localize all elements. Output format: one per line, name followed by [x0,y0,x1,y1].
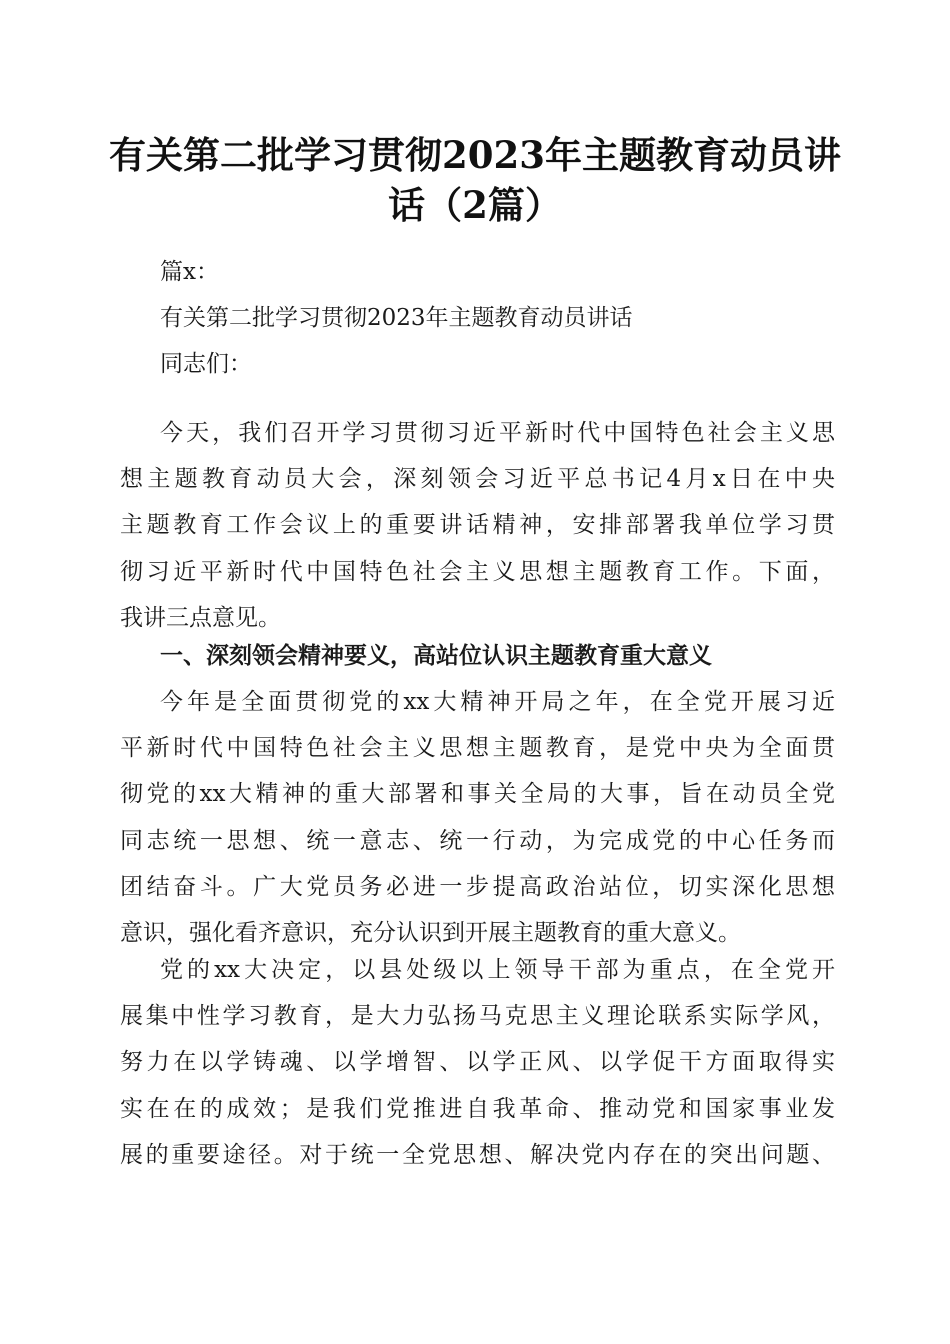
paragraph-3 [120,947,835,1178]
speech-subtitle: 有关第二批学习贯彻2023年主题教育动员讲话 [160,305,633,332]
paragraph-line: 党的xx大决定，以县处级以上领导干部为重点，在全党开 [160,957,835,983]
section-label: 篇x： [160,259,219,285]
paragraph-line: 平新时代中国特色社会主义思想主题教育，是党中央为全面贯 [120,735,835,762]
section-heading-1-block [120,633,835,679]
paragraph-line: 团结奋斗。广大党员务必进一步提高政治站位，切实深化思想 [120,873,835,900]
document-title [100,130,850,230]
title-line-2: 话（2篇） [388,183,562,227]
paragraph-2 [120,679,835,956]
paragraph-line: 想主题教育动员大会，深刻领会习近平总书记4月x日在中央 [120,466,835,493]
paragraph-line: 我讲三点意见。 [120,604,281,631]
intro-block [120,249,835,388]
paragraph-line: 实在在的成效；是我们党推进自我革命、推动党和国家事业发 [120,1095,835,1122]
paragraph-1 [120,410,835,641]
paragraph-line: 努力在以学铸魂、以学增智、以学正风、以学促干方面取得实 [120,1049,835,1076]
paragraph-line: 展集中性学习教育，是大力弘扬马克思主义理论联系实际学风， [120,1003,835,1030]
paragraph-line: 意识，强化看齐意识，充分认识到开展主题教育的重大意义。 [120,919,741,946]
paragraph-line: 同志统一思想、统一意志、统一行动，为完成党的中心任务而 [120,827,835,854]
paragraph-line: 今年是全面贯彻党的xx大精神开局之年，在全党开展习近 [160,689,835,715]
paragraph-line: 今天，我们召开学习贯彻习近平新时代中国特色社会主义思 [160,420,835,446]
paragraph-line: 主题教育工作会议上的重要讲话精神，安排部署我单位学习贯 [120,512,835,539]
title-line-1: 有关第二批学习贯彻2023年主题教育动员讲 [109,133,841,177]
paragraph-line: 彻党的xx大精神的重大部署和事关全局的大事，旨在动员全党 [120,781,835,808]
paragraph-line: 彻习近平新时代中国特色社会主义思想主题教育工作。下面， [120,558,835,585]
paragraph-line: 展的重要途径。对于统一全党思想、解决党内存在的突出问题、 [120,1141,835,1168]
section-heading-1: 一、深刻领会精神要义，高站位认识主题教育重大意义 [160,643,712,669]
greeting: 同志们： [160,351,252,378]
